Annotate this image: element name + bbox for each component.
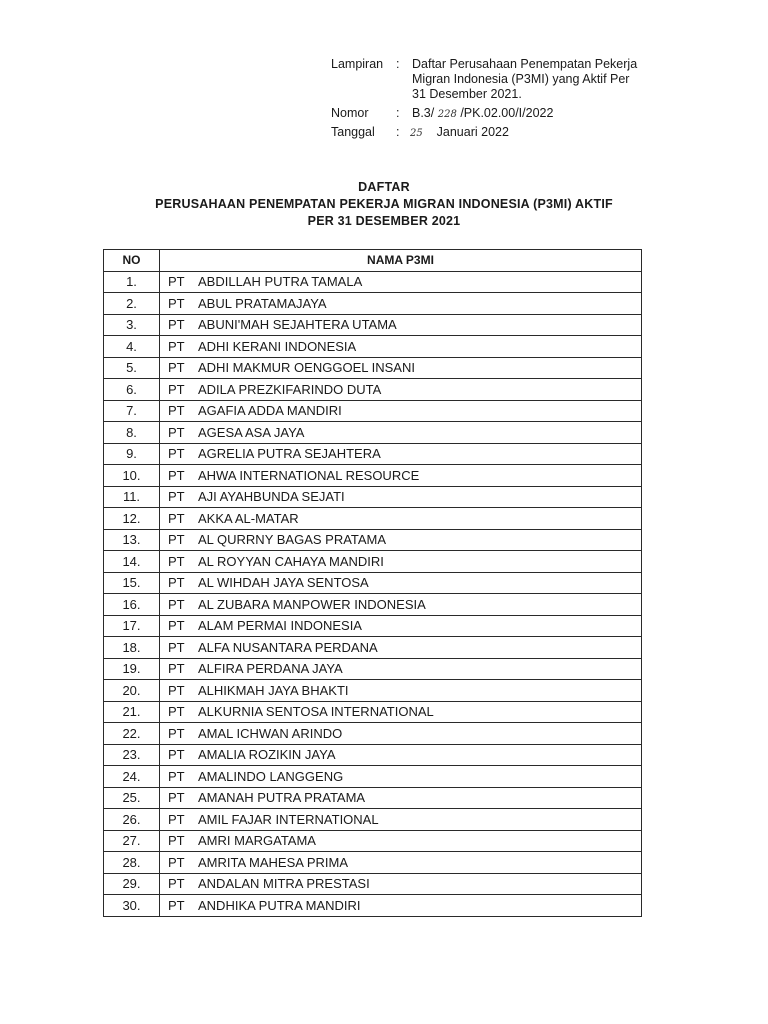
table-row (104, 529, 642, 551)
company-prefix: PT (168, 317, 185, 333)
row-number: 15. (104, 572, 160, 594)
company-name: AMIL FAJAR INTERNATIONAL (198, 811, 379, 827)
table-row (104, 766, 642, 788)
lampiran-label: Lampiran (331, 57, 384, 71)
company-name: AL WIHDAH JAYA SENTOSA (198, 575, 369, 591)
company-name: ALFA NUSANTARA PERDANA (198, 639, 378, 655)
table-row (104, 357, 642, 379)
row-number: 18. (104, 637, 160, 659)
company-prefix: PT (168, 854, 185, 870)
row-number: 13. (104, 529, 160, 551)
row-number: 8. (104, 422, 160, 444)
company-cell (160, 852, 642, 874)
company-cell (160, 314, 642, 336)
colon: : (396, 106, 400, 120)
company-name: AGESA ASA JAYA (198, 424, 305, 440)
company-cell (160, 680, 642, 702)
header-nama: NAMA P3MI (160, 250, 642, 272)
company-prefix: PT (168, 790, 185, 806)
row-number: 27. (104, 830, 160, 852)
table-row (104, 271, 642, 293)
company-name: AHWA INTERNATIONAL RESOURCE (198, 467, 420, 483)
row-number: 22. (104, 723, 160, 745)
row-number: 7. (104, 400, 160, 422)
company-name: AMRI MARGATAMA (198, 833, 316, 849)
company-prefix: PT (168, 510, 185, 526)
tanggal-value (410, 125, 509, 141)
company-cell (160, 465, 642, 487)
document-title-line-3: PER 31 DESEMBER 2021 (307, 214, 461, 228)
row-number: 1. (104, 271, 160, 293)
nomor-prefix: B.3/ (412, 106, 435, 120)
table-body (104, 271, 642, 916)
table-row (104, 895, 642, 917)
row-number: 29. (104, 873, 160, 895)
row-number: 2. (104, 293, 160, 315)
company-prefix: PT (168, 360, 185, 376)
letter-metadata (0, 0, 768, 140)
company-cell (160, 551, 642, 573)
row-number: 17. (104, 615, 160, 637)
row-number: 26. (104, 809, 160, 831)
table-row (104, 637, 642, 659)
p3mi-table (103, 249, 642, 917)
company-prefix: PT (168, 596, 185, 612)
company-cell (160, 701, 642, 723)
company-cell (160, 508, 642, 530)
table-row (104, 658, 642, 680)
company-name: ALHIKMAH JAYA BHAKTI (198, 682, 349, 698)
company-prefix: PT (168, 446, 185, 462)
company-cell (160, 637, 642, 659)
tanggal-handwritten: 25 (410, 128, 423, 139)
company-cell (160, 787, 642, 809)
company-prefix: PT (168, 338, 185, 354)
company-cell (160, 744, 642, 766)
nomor-value (412, 106, 553, 122)
company-cell (160, 895, 642, 917)
document-title-line-1: DAFTAR (358, 180, 410, 194)
table-row (104, 830, 642, 852)
company-name: ALAM PERMAI INDONESIA (198, 618, 362, 634)
company-name: ANDALAN MITRA PRESTASI (198, 876, 370, 892)
lampiran-line-2: Migran Indonesia (P3MI) yang Aktif Per (412, 72, 630, 86)
company-cell (160, 379, 642, 401)
company-cell (160, 336, 642, 358)
company-prefix: PT (168, 876, 185, 892)
table-row (104, 594, 642, 616)
table-row (104, 787, 642, 809)
company-cell (160, 658, 642, 680)
company-name: ADHI KERANI INDONESIA (198, 338, 357, 354)
company-prefix: PT (168, 618, 185, 634)
company-prefix: PT (168, 424, 185, 440)
table-row (104, 873, 642, 895)
table-row (104, 615, 642, 637)
company-prefix: PT (168, 274, 185, 290)
row-number: 28. (104, 852, 160, 874)
company-cell (160, 422, 642, 444)
table-row (104, 852, 642, 874)
table-row (104, 572, 642, 594)
table-row (104, 379, 642, 401)
table-row (104, 293, 642, 315)
company-cell (160, 572, 642, 594)
company-name: ALKURNIA SENTOSA INTERNATIONAL (198, 704, 434, 720)
row-number: 3. (104, 314, 160, 336)
row-number: 21. (104, 701, 160, 723)
company-name: ABUNI'MAH SEJAHTERA UTAMA (198, 317, 397, 333)
company-cell (160, 615, 642, 637)
row-number: 19. (104, 658, 160, 680)
company-name: ABUL PRATAMAJAYA (198, 295, 327, 311)
tanggal-label: Tanggal (331, 125, 375, 139)
company-name: ANDHIKA PUTRA MANDIRI (198, 897, 361, 913)
table-row (104, 744, 642, 766)
company-prefix: PT (168, 897, 185, 913)
nomor-suffix: /PK.02.00/I/2022 (460, 106, 554, 120)
nomor-handwritten: 228 (437, 109, 457, 120)
table-row (104, 443, 642, 465)
company-name: AJI AYAHBUNDA SEJATI (198, 489, 345, 505)
table-row (104, 723, 642, 745)
company-cell (160, 271, 642, 293)
company-name: AL ROYYAN CAHAYA MANDIRI (198, 553, 384, 569)
company-prefix: PT (168, 704, 185, 720)
company-name: AMRITA MAHESA PRIMA (198, 854, 349, 870)
company-name: AMAL ICHWAN ARINDO (198, 725, 343, 741)
company-prefix: PT (168, 833, 185, 849)
company-cell (160, 809, 642, 831)
table-row (104, 465, 642, 487)
lampiran-line-1: Daftar Perusahaan Penempatan Pekerja (412, 57, 638, 71)
table-row (104, 486, 642, 508)
table-row (104, 336, 642, 358)
table-row (104, 422, 642, 444)
row-number: 12. (104, 508, 160, 530)
row-number: 6. (104, 379, 160, 401)
company-name: AL QURRNY BAGAS PRATAMA (198, 532, 387, 548)
row-number: 25. (104, 787, 160, 809)
table-row (104, 314, 642, 336)
company-name: AMANAH PUTRA PRATAMA (198, 790, 366, 806)
company-name: ALFIRA PERDANA JAYA (198, 661, 343, 677)
row-number: 11. (104, 486, 160, 508)
company-prefix: PT (168, 381, 185, 397)
company-name: AMALIA ROZIKIN JAYA (198, 747, 336, 763)
company-name: AMALINDO LANGGENG (198, 768, 344, 784)
company-name: AGRELIA PUTRA SEJAHTERA (198, 446, 381, 462)
row-number: 9. (104, 443, 160, 465)
company-cell (160, 830, 642, 852)
company-cell (160, 723, 642, 745)
company-cell (160, 400, 642, 422)
company-cell (160, 594, 642, 616)
row-number: 20. (104, 680, 160, 702)
company-prefix: PT (168, 661, 185, 677)
header-no: NO (104, 250, 160, 272)
company-name: AKKA AL-MATAR (198, 510, 299, 526)
company-prefix: PT (168, 295, 185, 311)
company-cell (160, 873, 642, 895)
company-cell (160, 443, 642, 465)
company-prefix: PT (168, 467, 185, 483)
company-prefix: PT (168, 768, 185, 784)
company-cell (160, 766, 642, 788)
table-row (104, 551, 642, 573)
row-number: 30. (104, 895, 160, 917)
table-row (104, 809, 642, 831)
document-title-line-2: PERUSAHAAN PENEMPATAN PEKERJA MIGRAN INDONESIA (P3MI) AKTIF (155, 197, 613, 211)
company-prefix: PT (168, 747, 185, 763)
table-header-row (104, 250, 642, 272)
row-number: 10. (104, 465, 160, 487)
company-prefix: PT (168, 553, 185, 569)
table-row (104, 508, 642, 530)
table-row (104, 701, 642, 723)
company-prefix: PT (168, 725, 185, 741)
company-prefix: PT (168, 682, 185, 698)
tanggal-month-year: Januari 2022 (436, 125, 509, 139)
company-cell (160, 486, 642, 508)
company-prefix: PT (168, 489, 185, 505)
lampiran-line-3: 31 Desember 2021. (412, 87, 522, 101)
row-number: 14. (104, 551, 160, 573)
company-cell (160, 357, 642, 379)
company-name: ADHI MAKMUR OENGGOEL INSANI (198, 360, 415, 376)
company-cell (160, 529, 642, 551)
table-row (104, 400, 642, 422)
table-row (104, 680, 642, 702)
row-number: 4. (104, 336, 160, 358)
company-prefix: PT (168, 403, 185, 419)
row-number: 24. (104, 766, 160, 788)
row-number: 5. (104, 357, 160, 379)
company-name: ABDILLAH PUTRA TAMALA (198, 274, 363, 290)
company-prefix: PT (168, 639, 185, 655)
company-cell (160, 293, 642, 315)
company-name: ADILA PREZKIFARINDO DUTA (198, 381, 382, 397)
row-number: 16. (104, 594, 160, 616)
company-name: AL ZUBARA MANPOWER INDONESIA (198, 596, 426, 612)
row-number: 23. (104, 744, 160, 766)
company-prefix: PT (168, 532, 185, 548)
company-prefix: PT (168, 575, 185, 591)
company-prefix: PT (168, 811, 185, 827)
company-name: AGAFIA ADDA MANDIRI (198, 403, 342, 419)
colon: : (396, 125, 400, 139)
colon: : (396, 57, 400, 71)
nomor-label: Nomor (331, 106, 369, 120)
